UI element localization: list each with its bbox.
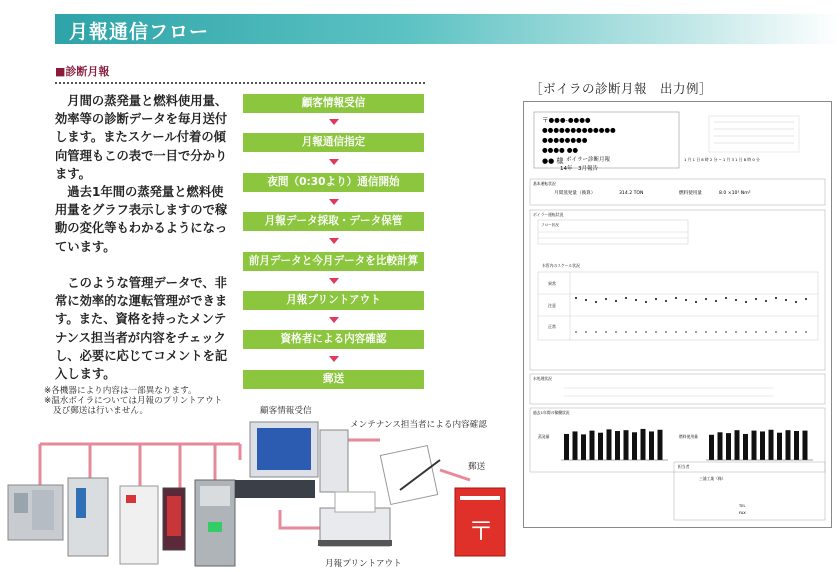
bar bbox=[598, 433, 603, 460]
scale-point-lower bbox=[775, 331, 777, 333]
section-basic-label: 基本運転状況 bbox=[533, 181, 556, 186]
bar bbox=[649, 431, 654, 460]
scale-point bbox=[795, 301, 797, 303]
address-line-3: ●●●●●●●● bbox=[542, 136, 588, 144]
scale-point bbox=[725, 297, 727, 299]
status-abnormal: 異常 bbox=[548, 281, 556, 286]
report-sample bbox=[523, 101, 832, 528]
flow-step-8: 郵送 bbox=[243, 370, 424, 389]
scale-point bbox=[655, 298, 657, 300]
scale-point bbox=[715, 300, 717, 302]
bar bbox=[615, 431, 620, 460]
status-normal: 正常 bbox=[548, 324, 556, 329]
bar bbox=[794, 431, 799, 460]
scale-point bbox=[695, 301, 697, 303]
scale-point bbox=[765, 300, 767, 302]
scale-point-lower bbox=[595, 331, 597, 333]
flow-step-1: 顧客情報受信 bbox=[243, 94, 424, 113]
bar bbox=[718, 432, 723, 460]
mailbox-icon bbox=[455, 488, 505, 556]
scale-point bbox=[785, 299, 787, 301]
scale-point-lower bbox=[635, 331, 637, 333]
printer-icon bbox=[318, 492, 392, 546]
fuel-bar-chart bbox=[706, 430, 813, 460]
scale-point bbox=[615, 300, 617, 302]
scale-point-lower bbox=[655, 331, 657, 333]
address-line-2: ●●●●●●●●●●●●● bbox=[542, 126, 616, 134]
scale-point-lower bbox=[645, 331, 647, 333]
address-line-4: ●●●● ●● bbox=[542, 146, 579, 154]
address-line-1: 〒●●●-●●●● bbox=[542, 116, 591, 124]
flow-step-3: 夜間（0:30より）通信開始 bbox=[243, 173, 424, 192]
scale-point-lower bbox=[805, 331, 807, 333]
section-comment-label: 担当者 bbox=[678, 464, 690, 469]
comment-tel: TEL bbox=[739, 504, 746, 508]
scale-point bbox=[605, 298, 607, 300]
flow-step-7: 資格者による内容確認 bbox=[243, 330, 424, 349]
flow-arrow-icon bbox=[329, 119, 339, 125]
note-3: 及び郵送は行いません。 bbox=[53, 406, 149, 416]
scale-point bbox=[755, 298, 757, 300]
print-date: 1 月 1 日 8 時 2 分 − 1 月 3 1 日 8 時 0 分 bbox=[684, 157, 760, 162]
bar bbox=[573, 431, 578, 460]
header-banner bbox=[55, 14, 840, 44]
flow-arrow-icon bbox=[329, 159, 339, 165]
bar bbox=[743, 434, 748, 460]
bar bbox=[752, 431, 757, 460]
flow-illustration bbox=[0, 400, 520, 572]
bar bbox=[786, 430, 791, 460]
flow-step-2: 月報通信指定 bbox=[243, 133, 424, 152]
scale-point-lower bbox=[695, 331, 697, 333]
bar bbox=[709, 435, 714, 460]
boiler-machines-icon bbox=[8, 478, 235, 566]
bar bbox=[777, 433, 782, 460]
scale-point-lower bbox=[705, 331, 707, 333]
comment-company: 三浦工業（株） bbox=[699, 476, 726, 481]
bar bbox=[735, 430, 740, 460]
section-water-label: 水処理状況 bbox=[533, 376, 552, 381]
label-customer-info: 顧客情報受信 bbox=[260, 406, 312, 416]
scale-point bbox=[585, 299, 587, 301]
evap-label: 月間蒸発量（換算） bbox=[554, 191, 596, 196]
scale-point bbox=[645, 301, 647, 303]
bar bbox=[760, 431, 765, 460]
flow-arrow-icon bbox=[329, 317, 339, 323]
scale-point-lower bbox=[785, 331, 787, 333]
section-boiler-label: ボイラー運転状況 bbox=[533, 212, 564, 217]
flow-arrow-icon bbox=[329, 199, 339, 205]
bar bbox=[590, 431, 595, 460]
computer-icon bbox=[235, 422, 348, 498]
scale-point bbox=[625, 297, 627, 299]
page-title: 月報通信フロー bbox=[69, 21, 210, 43]
report-sample-drawing bbox=[524, 102, 831, 527]
section-title: ■診断月報 bbox=[55, 65, 110, 78]
scale-point bbox=[675, 297, 677, 299]
scale-point bbox=[685, 299, 687, 301]
bar bbox=[658, 430, 663, 460]
address-recipient: ●● 様 bbox=[542, 157, 564, 165]
bar bbox=[726, 433, 731, 460]
bar bbox=[607, 429, 612, 460]
scale-point-lower bbox=[795, 331, 797, 333]
section-scale-label: 水管内のスケール状況 bbox=[542, 263, 580, 268]
note-1: ※各機器により内容は一部異なります。 bbox=[44, 386, 197, 396]
paragraph-1: 月間の蒸発量と燃料使用量、効率等の診断データを毎月送付します。またスケール付着の傾向管理もこの表で一目で分かります。 bbox=[55, 94, 228, 181]
bar bbox=[632, 432, 637, 460]
scale-point bbox=[665, 300, 667, 302]
flow-arrow-icon bbox=[329, 356, 339, 362]
scale-point-lower bbox=[755, 331, 757, 333]
label-mail: 郵送 bbox=[468, 462, 486, 472]
bar bbox=[564, 434, 569, 460]
paragraph-3: このような管理データで、非常に効率的な運転管理ができます。また、資格を持ったメンテナンス担当者が内容をチェックし、必要に応じてコメントを記入します。 bbox=[55, 276, 228, 382]
fuel-label: 燃料使用量 bbox=[679, 191, 702, 196]
flow-arrow-icon bbox=[329, 238, 339, 244]
output-example-title: ［ボイラの診断月報 出力例］ bbox=[530, 81, 713, 96]
paragraph-2: 過去1年間の蒸発量と燃料使用量をグラフ表示しますので稼動の変化等もわかるようになっています。 bbox=[55, 185, 228, 254]
scale-point bbox=[745, 301, 747, 303]
bar bbox=[803, 431, 808, 460]
status-caution: 注意 bbox=[548, 303, 556, 308]
document-check-icon bbox=[380, 446, 440, 505]
scale-point-lower bbox=[605, 331, 607, 333]
scale-point bbox=[575, 297, 577, 299]
report-title: ボイラー診断月報 bbox=[566, 157, 611, 163]
section-yearly-label: 過去1年間の稼働状況 bbox=[533, 410, 570, 415]
report-period: 14年 3月報告 bbox=[560, 166, 598, 172]
note-2: ※温水ボイラについては月報のプリントアウト bbox=[44, 396, 223, 406]
dotted-divider bbox=[55, 82, 425, 84]
scale-point-lower bbox=[615, 331, 617, 333]
scale-point-lower bbox=[725, 331, 727, 333]
flow-step-6: 月報プリントアウト bbox=[243, 291, 424, 310]
scale-point bbox=[805, 298, 807, 300]
flow-step-4: 月報データ採取・データ保管 bbox=[243, 212, 424, 231]
flow-step-5: 前月データと今月データを比較計算 bbox=[243, 252, 424, 271]
scale-point-lower bbox=[675, 331, 677, 333]
bar bbox=[769, 430, 774, 460]
chart-left-label: 蒸発量 bbox=[538, 434, 550, 439]
label-maintenance-check: メンテナンス担当者による内容確認 bbox=[350, 420, 487, 430]
bar bbox=[641, 429, 646, 460]
svg-text:〒: 〒 bbox=[468, 517, 495, 547]
scale-point-lower bbox=[685, 331, 687, 333]
section-flow-label: フロー状況 bbox=[541, 223, 559, 227]
bar bbox=[624, 430, 629, 460]
scale-point-lower bbox=[765, 331, 767, 333]
chart-right-label: 燃料使用量 bbox=[679, 434, 698, 439]
scale-trend-series bbox=[575, 297, 807, 333]
scale-point-lower bbox=[575, 331, 577, 333]
comment-fax: FAX bbox=[739, 511, 746, 515]
bar bbox=[581, 434, 586, 460]
evap-value: 314.2 TON bbox=[619, 191, 644, 196]
evap-bar-chart bbox=[561, 429, 668, 460]
scale-point bbox=[635, 299, 637, 301]
fuel-value: 8.0 ×10³ Nm³ bbox=[719, 191, 751, 196]
scale-point bbox=[595, 301, 597, 303]
label-printout: 月報プリントアウト bbox=[325, 559, 402, 569]
scale-point bbox=[705, 298, 707, 300]
scale-point bbox=[735, 299, 737, 301]
scale-point-lower bbox=[625, 331, 627, 333]
flow-arrow-icon bbox=[329, 278, 339, 284]
scale-point bbox=[775, 297, 777, 299]
scale-point-lower bbox=[745, 331, 747, 333]
scale-point-lower bbox=[735, 331, 737, 333]
scale-point-lower bbox=[715, 331, 717, 333]
scale-point-lower bbox=[585, 331, 587, 333]
scale-point-lower bbox=[665, 331, 667, 333]
